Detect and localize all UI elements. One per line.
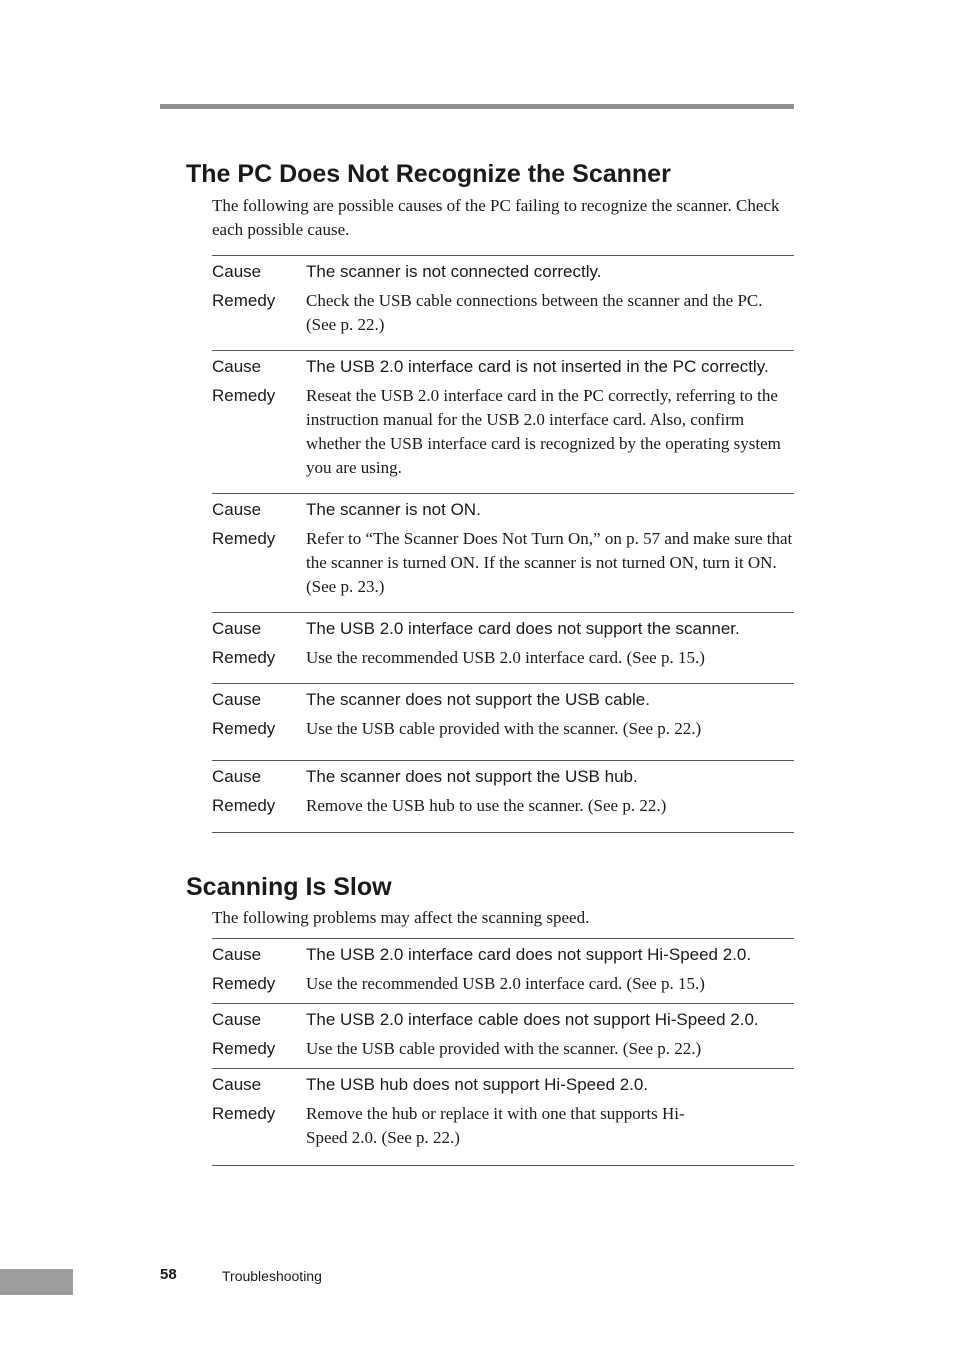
remedy-text: Refer to “The Scanner Does Not Turn On,” on p. 57 and make sure that the scanner is turned ON. If the scanner is not turned ON, turn it ON. (See p. 23.) [306,529,793,596]
remedy-label: Remedy [212,1104,276,1123]
table-entry [212,1003,794,1068]
cause-label: Cause [212,945,262,964]
remedy-label: Remedy [212,529,276,548]
cause-label: Cause [212,500,262,519]
remedy-text: Use the USB cable provided with the scanner. (See p. 22.) [306,1039,702,1058]
cause-text: The USB hub does not support Hi-Speed 2.0. [306,1075,649,1094]
remedy-text: Use the recommended USB 2.0 interface card. (See p. 15.) [306,974,705,993]
cause-text: The scanner is not ON. [306,500,481,519]
table-entry [212,350,794,493]
table-entry [212,938,794,1003]
remedy-text: Check the USB cable connections between the scanner and the PC. (See p. 22.) [306,291,763,334]
page-number: 58 [160,1266,177,1283]
remedy-text: Reseat the USB 2.0 interface card in the PC correctly, referring to the instruction manual for the USB 2.0 interface card. Also, confirm whether the USB interface card is recognized by the operating system you are using. [306,386,781,477]
header-rule [160,104,794,109]
remedy-text: Use the recommended USB 2.0 interface card. (See p. 15.) [306,648,705,667]
cause-text: The USB 2.0 interface card is not inserted in the PC correctly. [306,357,769,376]
cause-label: Cause [212,262,262,281]
remedy-label: Remedy [212,1039,276,1058]
cause-label: Cause [212,619,262,638]
remedy-label: Remedy [212,974,276,993]
cause-text: The USB 2.0 interface card does not support the scanner. [306,619,740,638]
cause-remedy-table [212,938,794,1166]
cause-label: Cause [212,1010,262,1029]
cause-label: Cause [212,767,262,786]
section-intro: The following are possible causes of the PC failing to recognize the scanner. Check each possible cause. [212,196,780,239]
table-entry [212,683,794,760]
remedy-label: Remedy [212,719,276,738]
table-entry [212,1068,794,1165]
remedy-text: Remove the USB hub to use the scanner. (See p. 22.) [306,796,667,815]
section-title: Scanning Is Slow [186,873,392,901]
cause-text: The scanner does not support the USB hub. [306,767,638,786]
remedy-label: Remedy [212,386,276,405]
cause-label: Cause [212,357,262,376]
cause-text: The scanner is not connected correctly. [306,262,602,281]
table-entry [212,255,794,350]
cause-label: Cause [212,1075,262,1094]
cause-label: Cause [212,690,262,709]
remedy-label: Remedy [212,291,276,310]
cause-text: The USB 2.0 interface card does not support Hi-Speed 2.0. [306,945,752,964]
remedy-label: Remedy [212,648,276,667]
remedy-text: Use the USB cable provided with the scanner. (See p. 22.) [306,719,702,738]
remedy-label: Remedy [212,796,276,815]
table-entry [212,493,794,612]
section-intro: The following problems may affect the scanning speed. [212,908,590,927]
cause-remedy-table [212,255,794,833]
cause-text: The scanner does not support the USB cable. [306,690,650,709]
remedy-text: Remove the hub or replace it with one that supports Hi-Speed 2.0. (See p. 22.) [306,1104,685,1147]
cause-text: The USB 2.0 interface cable does not support Hi-Speed 2.0. [306,1010,759,1029]
chapter-title: Troubleshooting [222,1268,322,1284]
section-pc-not-recognize [186,158,794,833]
section-title: The PC Does Not Recognize the Scanner [186,160,671,188]
table-entry [212,760,794,832]
table-entry [212,612,794,683]
section-scanning-slow [186,871,794,1166]
footer-tab-marker [0,1269,73,1295]
